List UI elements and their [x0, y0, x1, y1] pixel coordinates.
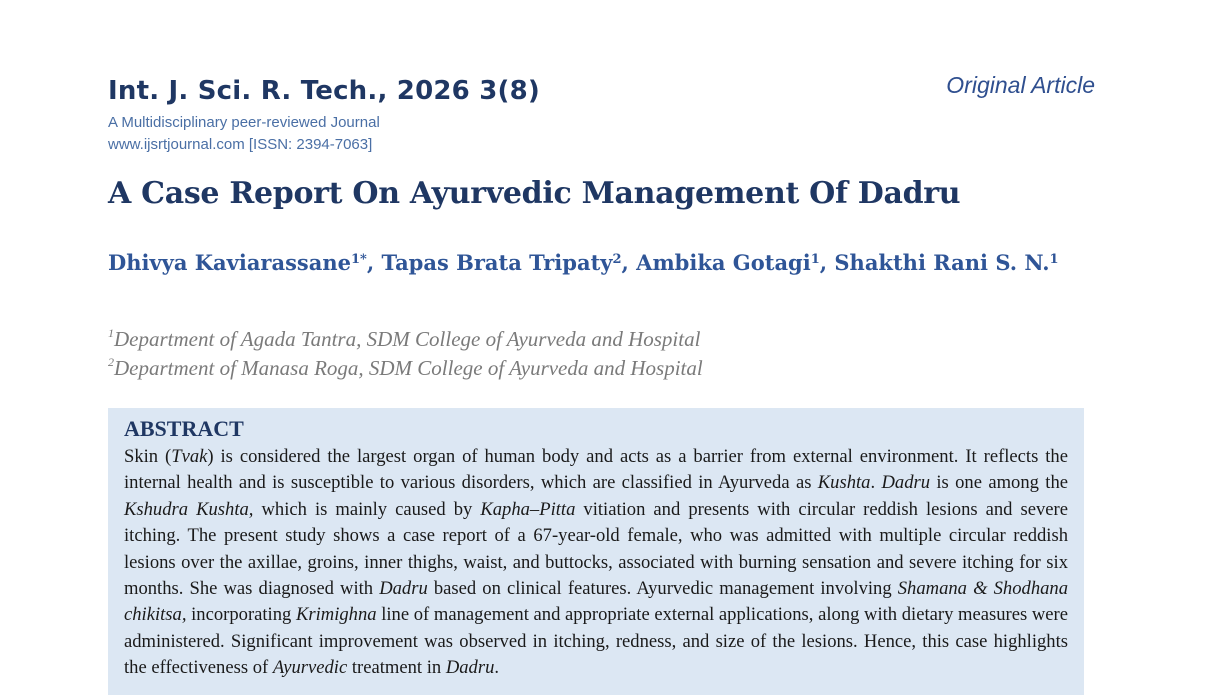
abstract-italic-term: Dadru	[881, 472, 931, 494]
author-separator: ,	[621, 250, 637, 275]
abstract-text-run: is one among the	[930, 472, 1068, 494]
author-affiliation-marker: 1*	[350, 252, 367, 267]
author-name: Shakthi Rani S. N.	[834, 250, 1050, 275]
affiliation-1-marker: 1	[108, 326, 114, 340]
abstract-italic-term: Dadru	[445, 657, 495, 679]
author-affiliation-marker: 1	[810, 252, 820, 267]
affiliation-1-text: Department of Agada Tantra, SDM College of Ayurveda and Hospital	[114, 327, 701, 351]
author-name: Dhivya Kaviarassane	[108, 250, 351, 275]
journal-subtitle: A Multidisciplinary peer-reviewed Journal	[108, 114, 380, 131]
author-separator: ,	[366, 250, 382, 275]
affiliation-2-text: Department of Manasa Roga, SDM College of Ayurveda and Hospital	[114, 356, 703, 380]
abstract-italic-term: Shamana & Shodhana chikitsa,	[124, 578, 1069, 626]
abstract-text-run: ) is considered the largest organ of human body and acts as a barrier from external environment. It reflects the internal health and is susceptible to various disorders, which are classified in Ayurveda as	[124, 446, 1068, 494]
abstract-text-run: Skin (	[124, 446, 172, 467]
abstract-heading: ABSTRACT	[124, 416, 244, 441]
journal-url-issn: www.ijsrtjournal.com [ISSN: 2394-7063]	[108, 136, 373, 153]
abstract-text-run: which is mainly caused by	[253, 498, 481, 520]
affiliation-1	[108, 327, 700, 352]
abstract-italic-term: Kapha–Pitta	[480, 498, 576, 520]
affiliation-2	[108, 356, 703, 381]
author-list	[108, 242, 1088, 283]
affiliation-2-marker: 2	[108, 355, 114, 369]
abstract-text-run: .	[494, 657, 500, 679]
author-affiliation-marker: 1	[1049, 252, 1059, 267]
abstract-italic-term: Kushta	[817, 472, 871, 494]
abstract-text-run: incorporating	[186, 604, 296, 626]
abstract-italic-term: Tvak	[171, 446, 208, 467]
author-affiliation-marker: 2	[612, 252, 622, 267]
abstract-italic-term: Krimighna	[295, 604, 377, 626]
abstract-text-run: based on clinical features. Ayurvedic management involving	[427, 578, 898, 600]
author-name: Tapas Brata Tripaty	[381, 250, 613, 275]
paper-title: A Case Report On Ayurvedic Management Of Dadru	[108, 176, 961, 211]
journal-title: Int. J. Sci. R. Tech., 2026 3(8)	[108, 76, 540, 106]
author-name: Ambika Gotagi	[636, 250, 811, 275]
abstract-italic-term: Kshudra Kushta,	[124, 498, 254, 520]
article-type-label: Original Article	[946, 72, 1095, 98]
abstract-text	[124, 444, 1068, 682]
abstract-box	[108, 408, 1084, 695]
abstract-text-run: .	[870, 472, 882, 494]
abstract-italic-term: Dadru	[379, 578, 428, 600]
abstract-text-run: line of management and appropriate external applications, along with dietary measures were administered. Significant improvement was observed in itching, redness, and size of the lesions. Hence, this case highlights the effectiveness of	[124, 604, 1068, 679]
abstract-italic-term: Ayurvedic	[272, 657, 348, 679]
abstract-text-run: vitiation and presents with circular reddish lesions and severe itching. The present study shows a case report of a 67-year-old female, who was admitted with multiple circular reddish lesions over the axillae, groins, inner thighs, waist, and buttocks, associated with burning sensation and severe itching for six months. She was diagnosed with	[124, 498, 1069, 600]
abstract-text-run: treatment in	[347, 657, 446, 679]
author-separator: ,	[819, 250, 835, 275]
